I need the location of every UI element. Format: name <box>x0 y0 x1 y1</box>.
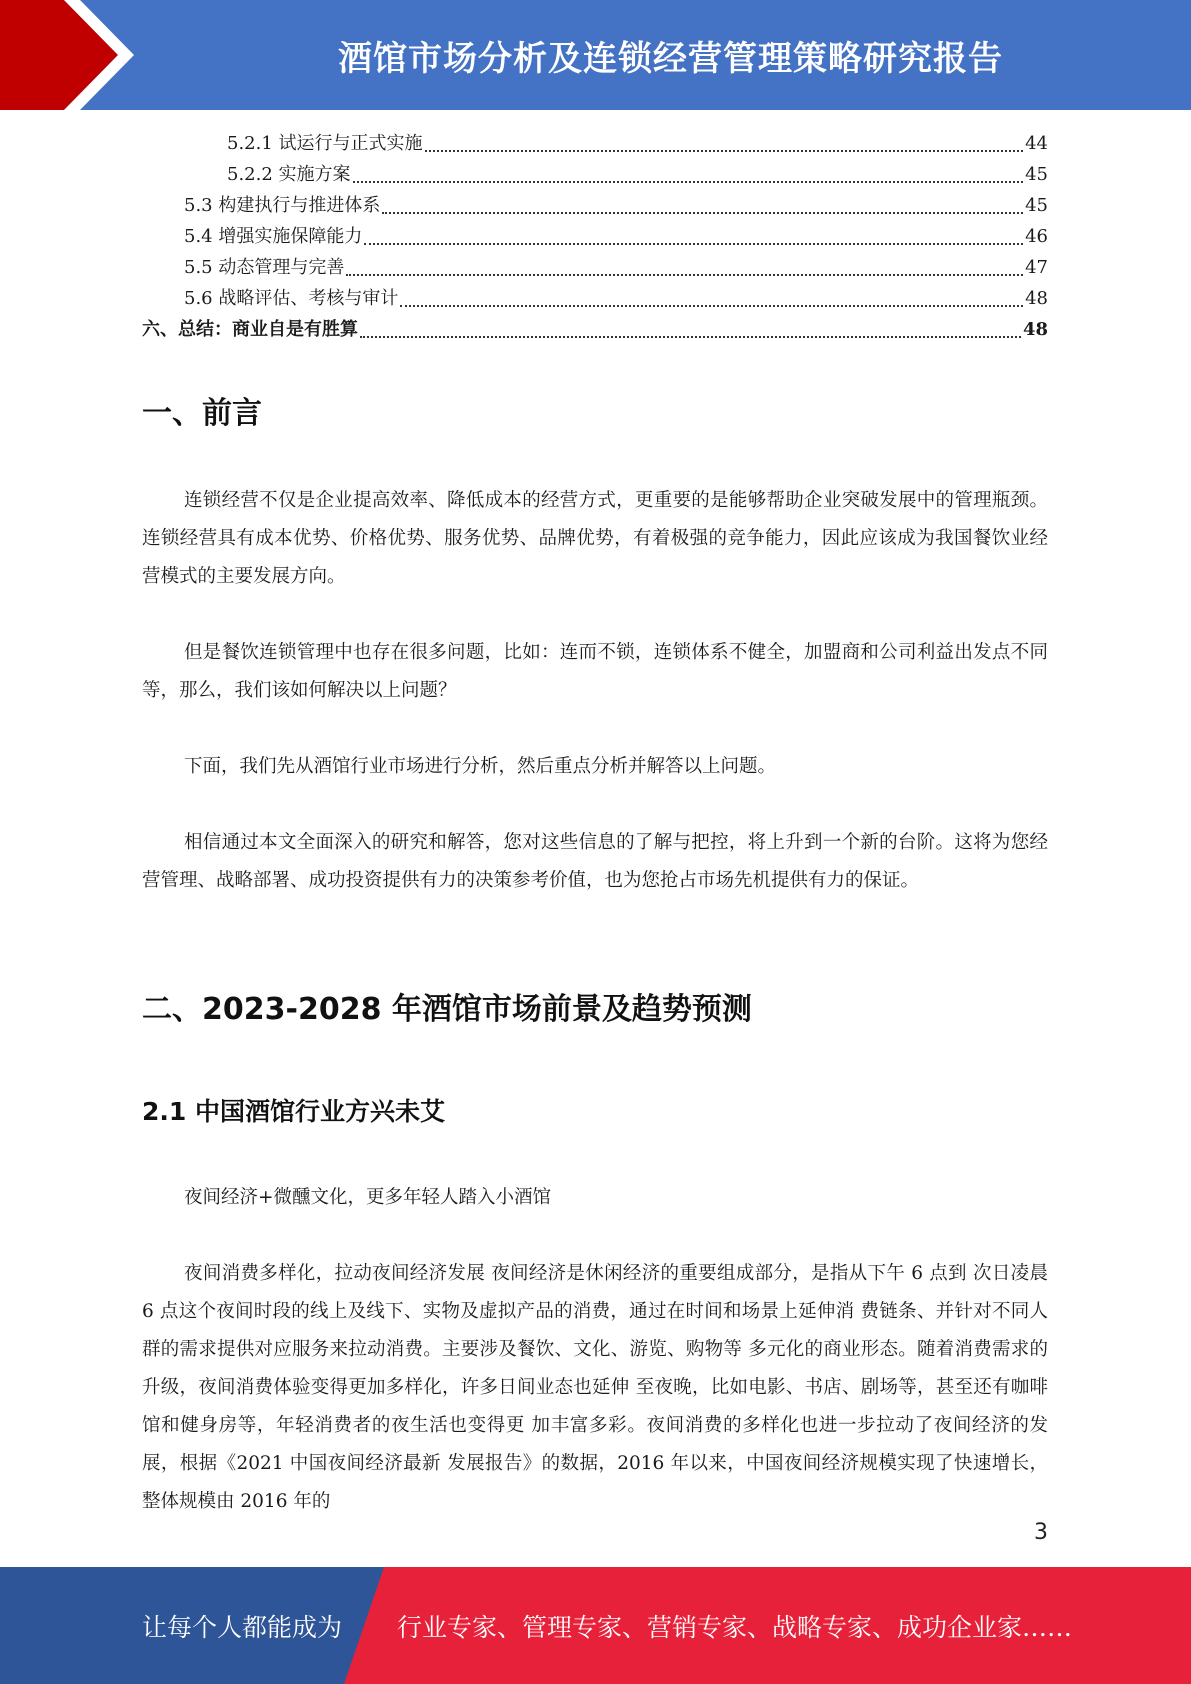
toc-leader-dots <box>346 274 1023 276</box>
toc-entry[interactable] <box>142 314 1048 345</box>
page-footer <box>0 1567 1191 1684</box>
toc-leader-dots <box>360 336 1021 338</box>
page-header <box>0 0 1191 110</box>
paragraph: 下面，我们先从酒馆行业市场进行分析，然后重点分析并解答以上问题。 <box>184 756 777 777</box>
report-title: 酒馆市场分析及连锁经营管理策略研究报告 <box>338 38 1003 79</box>
footer-slogan-right: 行业专家、管理专家、营销专家、战略专家、成功企业家…… <box>397 1612 1073 1642</box>
paragraph: 但是餐饮连锁管理中也存在很多问题，比如：连而不锁，连锁体系不健全，加盟商和公司利益出发点不同等，那么，我们该如何解决以上问题？ <box>142 642 1048 701</box>
footer-slogan-left: 让每个人都能成为 <box>142 1612 343 1642</box>
preface-paragraph <box>142 748 1048 786</box>
toc-entry-page: 47 <box>1025 257 1048 278</box>
toc-entry[interactable] <box>142 190 1048 221</box>
toc-entry[interactable] <box>142 283 1048 314</box>
toc-entry-label: 5.3 构建执行与推进体系 <box>184 195 381 216</box>
toc-leader-dots <box>400 305 1023 307</box>
toc-entry-label: 5.2.1 试运行与正式实施 <box>227 133 423 154</box>
table-of-contents <box>142 128 1048 345</box>
paragraph: 夜间经济+微醺文化，更多年轻人踏入小酒馆 <box>184 1187 552 1208</box>
preface-paragraph <box>142 482 1048 596</box>
section-heading: 一、前言 <box>142 396 262 431</box>
section-heading: 二、2023-2028 年酒馆市场前景及趋势预测 <box>142 992 752 1027</box>
toc-leader-dots <box>364 243 1023 245</box>
toc-entry-label: 5.5 动态管理与完善 <box>184 257 345 278</box>
toc-entry-page: 45 <box>1025 195 1048 216</box>
paragraph: 夜间消费多样化，拉动夜间经济发展 夜间经济是休闲经济的重要组成部分，是指从下午 6 点到 次日凌晨 6 点这个夜间时段的线上及线下、实物及虚拟产品的消费，通过在时间和场景上延伸消 费链条、并针对不同人群的需求提供对应服务来拉动消费。主要涉及餐饮、文化、游览、购物等 多元化的商业形态。随着消费需求的升级，夜间消费体验变得更加多样化，许多日间业态也延伸 至夜晚，比如电影、书店、剧场等，甚至还有咖啡馆和健身房等，年轻消费者的夜生活也变得更 加丰富多彩。夜间消费的多样化也进一步拉动了夜间经济的发展，根据《2021 中国夜间经济最新 发展报告》的数据，2016 年以来，中国夜间经济规模实现了快速增长，整体规模由 2016 年的 <box>142 1263 1048 1512</box>
toc-leader-dots <box>425 150 1024 152</box>
body-paragraph <box>142 1255 1048 1521</box>
section-forecast-heading-wrap <box>142 984 1048 1028</box>
toc-entry-label: 5.4 增强实施保障能力 <box>184 226 363 247</box>
toc-entry[interactable] <box>142 128 1048 159</box>
page-number: 3 <box>1034 1520 1048 1545</box>
toc-entry-page: 48 <box>1022 319 1048 340</box>
toc-leader-dots <box>382 212 1023 214</box>
toc-entry[interactable] <box>142 252 1048 283</box>
paragraph: 相信通过本文全面深入的研究和解答，您对这些信息的了解与把控，将上升到一个新的台阶。这将为您经营管理、战略部署、成功投资提供有力的决策参考价值，也为您抢占市场先机提供有力的保证。 <box>142 832 1048 891</box>
toc-entry-page: 45 <box>1025 164 1048 185</box>
preface-paragraph <box>142 824 1048 900</box>
subsection-heading: 2.1 中国酒馆行业方兴未艾 <box>142 1097 445 1126</box>
header-arrow-decoration <box>0 0 150 110</box>
toc-entry-page: 48 <box>1025 288 1048 309</box>
toc-entry[interactable] <box>142 221 1048 252</box>
toc-entry-label: 5.6 战略评估、考核与审计 <box>184 288 399 309</box>
toc-entry-label: 5.2.2 实施方案 <box>227 164 351 185</box>
preface-paragraph <box>142 634 1048 710</box>
section-preface-heading-wrap <box>142 388 1048 432</box>
paragraph: 连锁经营不仅是企业提高效率、降低成本的经营方式，更重要的是能够帮助企业突破发展中的管理瓶颈。连锁经营具有成本优势、价格优势、服务优势、品牌优势，有着极强的竞争能力，因此应该成为我国餐饮业经营模式的主要发展方向。 <box>142 490 1048 587</box>
toc-entry-label: 六、总结：商业自是有胜算 <box>142 319 358 340</box>
body-paragraph <box>142 1179 1048 1217</box>
toc-entry[interactable] <box>142 159 1048 190</box>
subsection-heading-wrap <box>142 1092 1048 1128</box>
toc-entry-page: 44 <box>1025 133 1048 154</box>
toc-entry-page: 46 <box>1025 226 1048 247</box>
toc-leader-dots <box>353 181 1024 183</box>
